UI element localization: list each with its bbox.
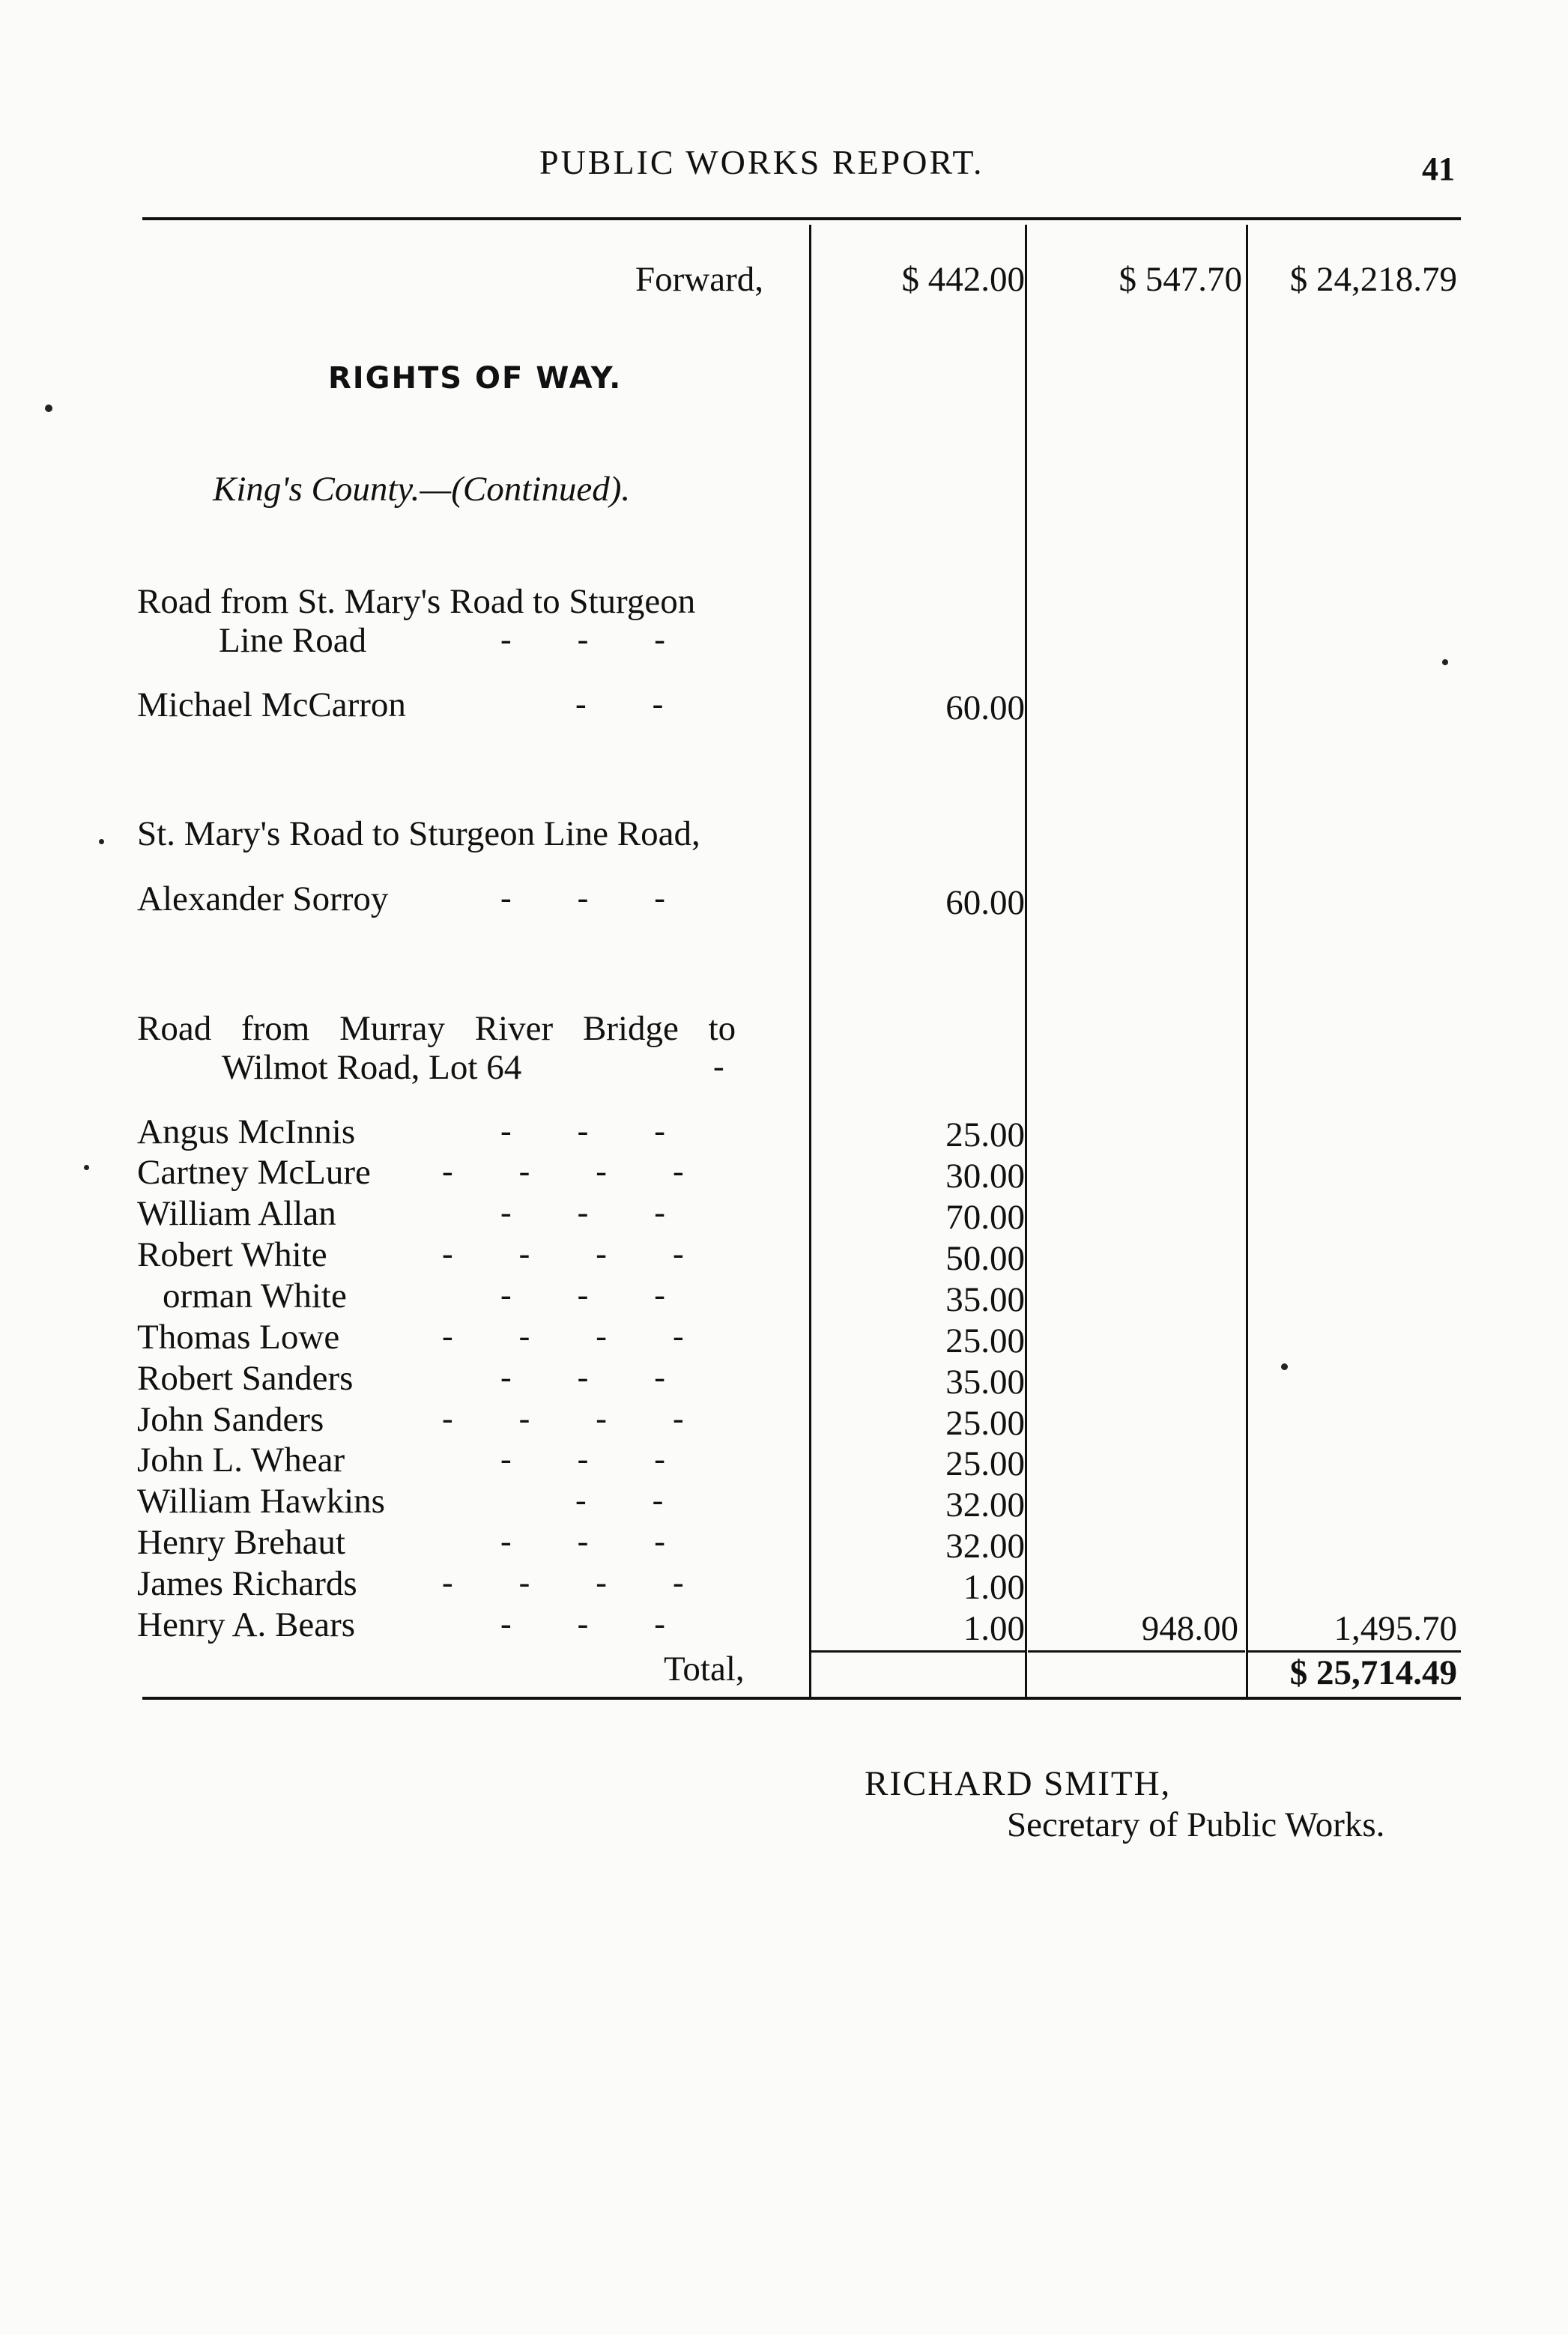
leader-dots: - - - (500, 1441, 665, 1477)
entry-name: Cartney McLure (137, 1153, 371, 1192)
leader-dots: - - - (500, 1276, 665, 1313)
entry-name: William Allan (137, 1194, 336, 1233)
footer-rule (142, 1697, 1461, 1700)
group-3-title-line1: Road from Murray River Bridge to (137, 1009, 736, 1048)
forward-col2: $ 547.70 (1119, 260, 1242, 299)
total-label: Total, (664, 1650, 745, 1689)
entry-amount: 25.00 (945, 1115, 1025, 1154)
entry-amount: 50.00 (945, 1239, 1025, 1278)
forward-col3: $ 24,218.79 (1289, 260, 1457, 299)
group-2-title-line1: St. Mary's Road to Sturgeon Line Road, (137, 814, 700, 853)
print-speck (99, 839, 104, 844)
entry-name: Angus McInnis (137, 1112, 356, 1151)
header-rule (142, 217, 1461, 220)
subtotal-col2: 948.00 (1141, 1609, 1238, 1648)
leader-dots: - - - (500, 1194, 665, 1231)
print-speck (1442, 659, 1448, 665)
entry-amount: 25.00 (945, 1444, 1025, 1483)
page-number: 41 (1422, 151, 1455, 187)
entry-amount: 1.00 (963, 1609, 1025, 1648)
entry-amount: 1.00 (963, 1568, 1025, 1607)
group-1-title-line1: Road from St. Mary's Road to Sturgeon (137, 582, 696, 621)
entry-amount: 25.00 (945, 1321, 1025, 1360)
entry-amount: 25.00 (945, 1404, 1025, 1443)
county-heading: King's County.—(Continued). (213, 470, 631, 509)
entry-name: Michael McCarron (137, 685, 406, 724)
entry-name: Thomas Lowe (137, 1318, 340, 1357)
entry-amount: 32.00 (945, 1486, 1025, 1524)
leader-dots: - - - (500, 1605, 665, 1642)
sum-rule-col1 (809, 1650, 1025, 1653)
signature-title: Secretary of Public Works. (1007, 1805, 1385, 1844)
leader-dots: - - - - (442, 1153, 684, 1190)
running-header: PUBLIC WORKS REPORT. (539, 143, 984, 181)
leader-dots: - - (575, 685, 664, 722)
group-3-title-line2: Wilmot Road, Lot 64 (222, 1048, 522, 1087)
entry-amount: 35.00 (945, 1280, 1025, 1319)
entry-amount: 60.00 (945, 688, 1025, 727)
entry-amount: 30.00 (945, 1157, 1025, 1196)
entry-name: Henry Brehaut (137, 1523, 345, 1562)
leader-dots: - - - (500, 621, 665, 658)
total-value: $ 25,714.49 (1289, 1653, 1457, 1692)
leader-dots: - - (575, 1482, 664, 1518)
entry-amount: 32.00 (945, 1527, 1025, 1566)
sum-rule-col2 (1028, 1650, 1245, 1653)
entry-name: John L. Whear (137, 1441, 345, 1480)
leader-dots: - - - - (442, 1318, 684, 1354)
entry-name: Robert Sanders (137, 1359, 354, 1398)
subtotal-col3: 1,495.70 (1334, 1609, 1457, 1648)
section-heading: RIGHTS OF WAY. (328, 361, 623, 396)
entry-name: John Sanders (137, 1400, 324, 1439)
column-rule-1 (809, 225, 811, 1697)
entry-name: James Richards (137, 1564, 357, 1603)
entry-amount: 35.00 (945, 1363, 1025, 1402)
column-rule-2 (1025, 225, 1027, 1697)
print-speck (84, 1165, 89, 1170)
signature-name: RICHARD SMITH, (865, 1764, 1172, 1803)
entry-amount: 60.00 (945, 883, 1025, 922)
leader-dots: - - - (500, 879, 665, 916)
entry-amount: 70.00 (945, 1198, 1025, 1237)
entry-name: Alexander Sorroy (137, 879, 389, 918)
leader-dots: - - - - (442, 1235, 684, 1272)
leader-dots: - - - (500, 1359, 665, 1396)
leader-dots: - - - (500, 1112, 665, 1149)
leader-dots: - - - - (442, 1564, 684, 1601)
forward-label: Forward, (635, 260, 763, 299)
column-rule-3 (1246, 225, 1248, 1697)
leader-dots: - - - (500, 1523, 665, 1560)
leader-dots: - (713, 1048, 724, 1085)
print-speck (1281, 1363, 1288, 1370)
group-1-title-line2: Line Road (219, 621, 367, 660)
forward-col1: $ 442.00 (901, 260, 1025, 299)
entry-name: Robert White (137, 1235, 327, 1274)
print-speck (45, 405, 52, 412)
entry-name: orman White (163, 1276, 347, 1315)
entry-name: William Hawkins (137, 1482, 385, 1521)
entry-name: Henry A. Bears (137, 1605, 356, 1644)
sum-rule-col3 (1248, 1650, 1461, 1653)
leader-dots: - - - - (442, 1400, 684, 1437)
